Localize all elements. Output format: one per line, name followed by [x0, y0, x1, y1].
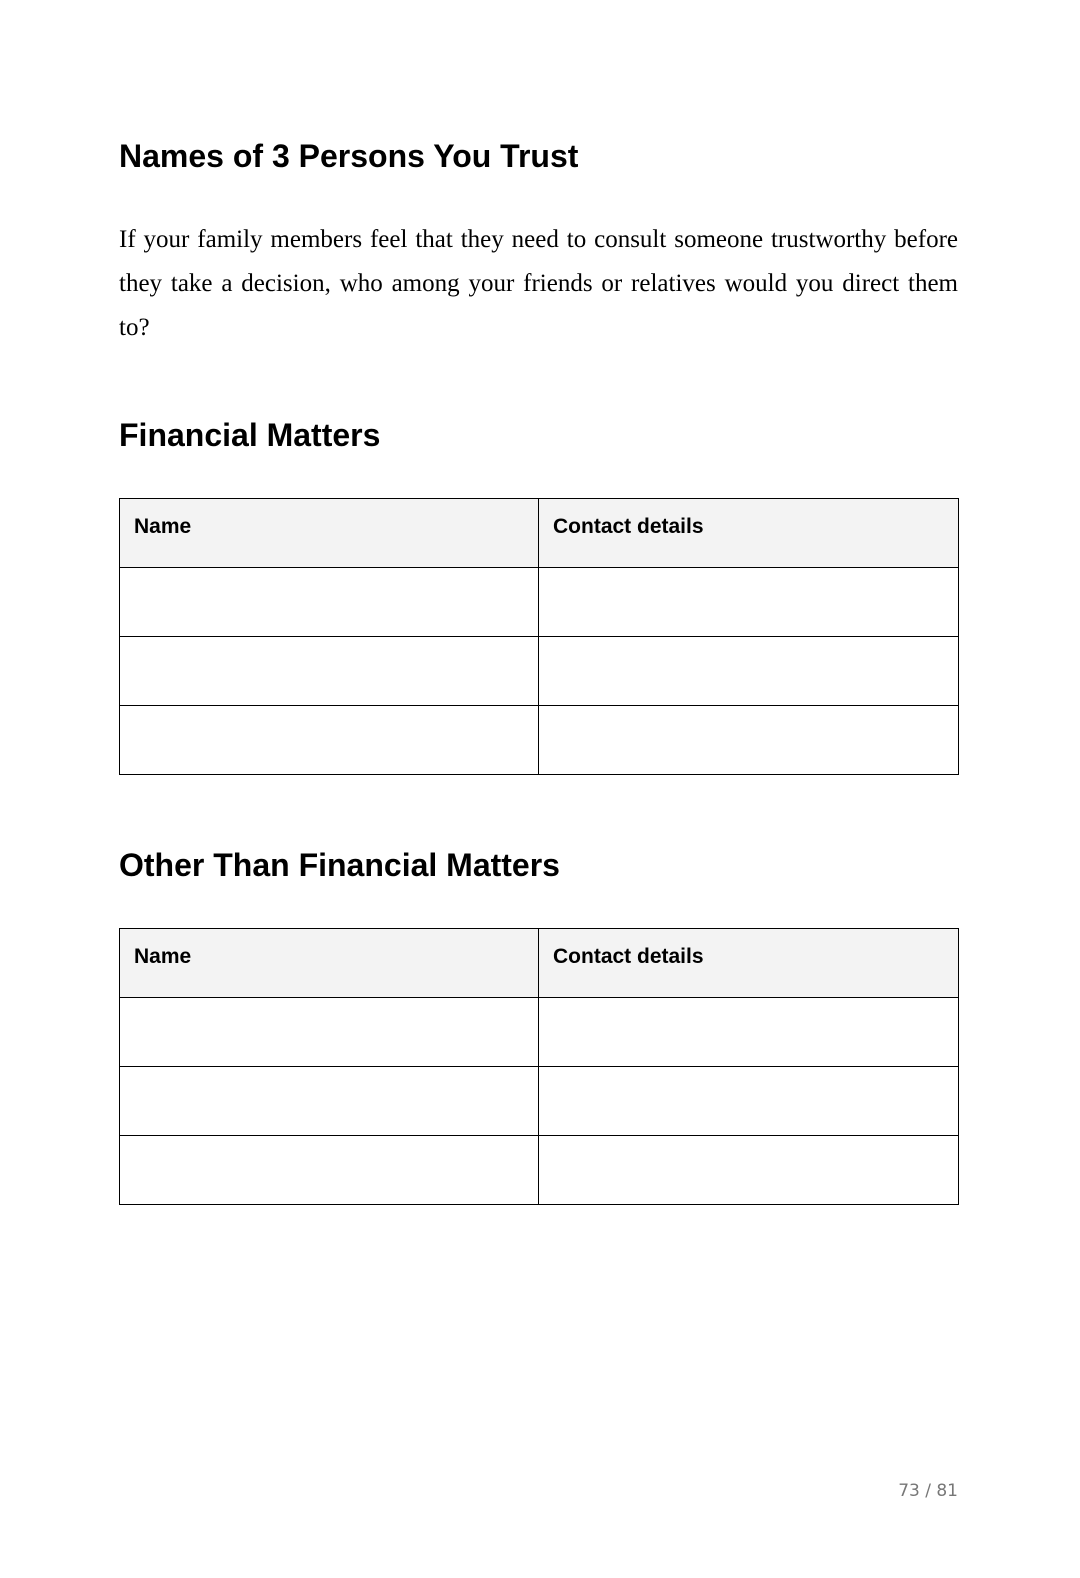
name-cell[interactable]: [120, 568, 539, 637]
table-row: [120, 998, 959, 1067]
table-row: [120, 568, 959, 637]
contact-cell[interactable]: [539, 706, 959, 775]
contact-cell[interactable]: [539, 1067, 959, 1136]
contact-cell[interactable]: [539, 998, 959, 1067]
contact-cell[interactable]: [539, 637, 959, 706]
name-column-header: Name: [120, 499, 539, 568]
financial-matters-heading: Financial Matters: [119, 417, 381, 453]
contact-cell[interactable]: [539, 568, 959, 637]
table-row: [120, 637, 959, 706]
contact-column-header: Contact details: [539, 499, 959, 568]
table-row: [120, 1136, 959, 1205]
table-header-row: [120, 499, 959, 568]
name-cell[interactable]: [120, 1067, 539, 1136]
other-matters-heading: Other Than Financial Matters: [119, 847, 560, 883]
section-title: Names of 3 Persons You Trust: [119, 138, 579, 174]
page-number: 73 / 81: [898, 1481, 958, 1501]
table-header-row: [120, 929, 959, 998]
table-row: [120, 1067, 959, 1136]
name-cell[interactable]: [120, 706, 539, 775]
table-row: [120, 706, 959, 775]
intro-paragraph: If your family members feel that they need to consult someone trustworthy before they take a decision, who among your friends or relatives would you direct them to?: [119, 226, 958, 341]
contact-cell[interactable]: [539, 1136, 959, 1205]
name-cell[interactable]: [120, 1136, 539, 1205]
name-column-header: Name: [120, 929, 539, 998]
other-contacts-table: [119, 928, 959, 1205]
name-cell[interactable]: [120, 637, 539, 706]
financial-contacts-table: [119, 498, 959, 775]
contact-column-header: Contact details: [539, 929, 959, 998]
name-cell[interactable]: [120, 998, 539, 1067]
